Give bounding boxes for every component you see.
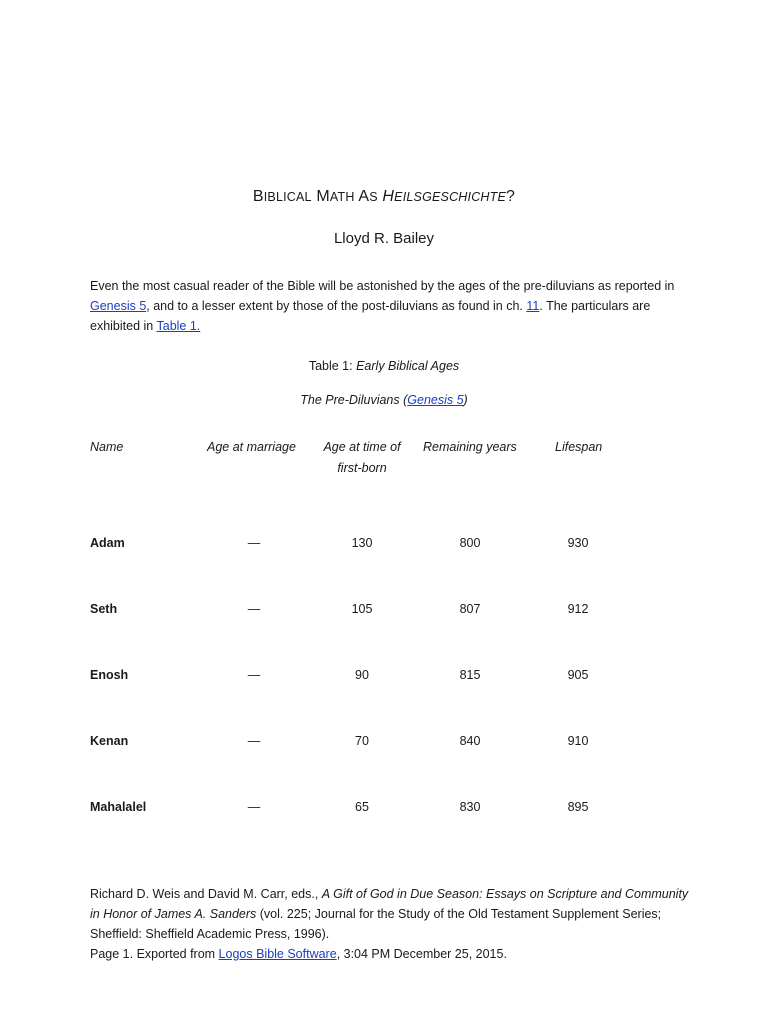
cell-lifespan: 905 [567,668,589,682]
title-text: H [382,188,395,205]
title-text: S [369,190,378,204]
intro-text: . The particulars are exhibited in [90,299,651,333]
cell-age-at-marriage: — [247,800,261,814]
cell-age-first-born: 130 [351,536,373,550]
cell-remaining-years: 815 [459,668,481,682]
export-line [90,944,690,964]
title-text: ATH [329,190,355,204]
cell-name: Adam [90,536,125,550]
cell-remaining-years: 830 [459,800,481,814]
cell-remaining-years: 840 [459,734,481,748]
table-1-link[interactable]: Table 1. [156,319,201,333]
column-header-line: Age at time of [323,440,401,454]
intro-text: Even the most casual reader of the Bible will be astonished by the ages of the pre-diluvians as reported in [90,279,675,293]
title-text: A [358,188,370,205]
title-text: M [316,188,330,205]
cell-name: Seth [90,602,118,616]
chapter-11-link[interactable]: 11 [526,299,540,313]
cell-age-first-born: 90 [355,668,369,682]
table-caption [0,359,768,373]
logos-software-link[interactable]: Logos Bible Software [218,947,337,961]
table-subtitle [0,393,768,407]
author-name: Lloyd R. Bailey [333,230,435,247]
citation-text: (vol. 225; Journal for the Study of the Old Testament Supplement Series; Sheffield: Sheffield Academic Press, 1996). [90,907,662,941]
table-caption-label: Table 1: [308,359,353,373]
cell-lifespan: 895 [567,800,589,814]
genesis-5-link[interactable]: Genesis 5 [90,299,147,313]
cell-lifespan: 912 [567,602,589,616]
cell-lifespan: 930 [567,536,589,550]
cell-age-at-marriage: — [247,536,261,550]
cell-lifespan: 910 [567,734,589,748]
column-header-line: first-born [337,461,387,475]
citation-book-title: A Gift of God in Due Season: Essays on Scripture and Community in Honor of James A. Sanders [90,887,689,921]
cell-age-first-born: 65 [355,800,369,814]
cell-remaining-years: 800 [459,536,481,550]
table-caption-title: Early Biblical Ages [356,359,460,373]
title-text: B [252,188,264,205]
column-header-name: Name [90,440,124,454]
cell-remaining-years: 807 [459,602,481,616]
column-header-remaining-years: Remaining years [423,440,517,454]
column-header-lifespan: Lifespan [555,440,603,454]
column-header-age-first-born [308,437,416,479]
export-text: , 3:04 PM December 25, 2015. [336,947,507,961]
column-header-age-at-marriage: Age at marriage [207,440,296,454]
intro-paragraph [90,276,680,336]
table-subtitle-text: ) [463,393,468,407]
export-text: Page 1. Exported from [90,947,219,961]
cell-age-first-born: 70 [355,734,369,748]
cell-name: Mahalalel [90,800,147,814]
citation-footer [90,884,690,964]
intro-text: , and to a lesser extent by those of the post-diluvians as found in ch. [146,299,527,313]
table-subtitle-text: The Pre-Diluvians ( [300,393,408,407]
document-title [0,188,768,206]
cell-age-first-born: 105 [351,602,373,616]
cell-name: Kenan [90,734,129,748]
citation-text: Richard D. Weis and David M. Carr, eds., [90,887,322,901]
title-text: ? [506,188,516,205]
cell-name: Enosh [90,668,129,682]
title-text: EILSGESCHICHTE [394,190,507,204]
genesis-5-table-link[interactable]: Genesis 5 [407,393,464,407]
citation [90,884,690,944]
cell-age-at-marriage: — [247,602,261,616]
cell-age-at-marriage: — [247,668,261,682]
title-text: IBLICAL [263,190,312,204]
cell-age-at-marriage: — [247,734,261,748]
